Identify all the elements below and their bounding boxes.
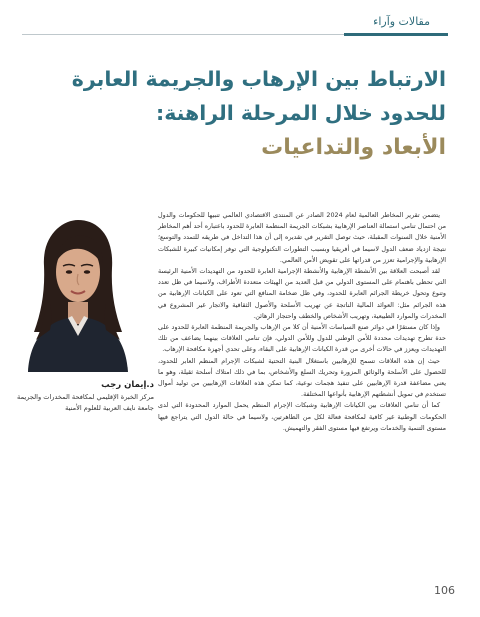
paragraph-3: وإذا كان مستقرًا في دوائر صنع السياسات الأمنية أن كلا من الإرهاب والجريمة المنظمة العابرة للحدود على حدة تطرح تهديدات محددة للأمن الوطني للدول وللأمن الدولي، فإن تنامي العلاقات بينهما يضاعف من تلك التهديدات ويعزز في حالات أخرى من قدرة الكيانات الإرهابية على البقاء، وعلى تحدي أجهزة مكافحة الإرهاب. [158,323,446,354]
author-affiliation-2: جامعة نايف العربية للعلوم الأمنية [65,404,154,412]
author-photo [14,206,138,372]
title-line-1: الارتباط بين الإرهاب والجريمة العابرة [71,67,446,91]
article-title [26,62,446,166]
section-rule [22,34,448,35]
paragraph-1: يتضمن تقرير المخاطر العالمية لعام 2024 الصادر عن المنتدى الاقتصادي العالمي تنبيها للحكومات والدول من احتمال تنامي استمالة العناصر الإرهابية بشبكات الجريمة المنظمة العابرة للحدود باعتباره أحد أهم المخاطر الأمنية خلال السنوات المقبلة، حيث توصل التقرير في تقديره إلى أن هذا التداخل في طريقه للتمدد والتوسع؛ نتيجة ازدياد ضعف الدول لاسيما في أفريقيا وبسبب التطورات التكنولوجية التي توفر إمكانيات كبيرة للشبكات الإرهابية والإجرامية تعزز من قدراتها على تقويض الأمن العالمي. [158,211,446,264]
section-label: مقالات وآراء [373,15,430,28]
title-line-3: الأبعاد والتداعيات [261,135,446,160]
author-caption [8,379,154,414]
article-body [158,210,446,434]
author-name: د.إيمان رجب [101,380,154,390]
title-line-2: للحدود خلال المرحلة الراهنة: [156,101,446,125]
page-number: 106 [434,584,455,597]
author-portrait-illustration [14,206,138,372]
paragraph-2: لقد أصبحت العلاقة بين الأنشطة الإرهابية والأنشطة الإجرامية العابرة للحدود من التهديدات الأمنية الرئيسة التي تحظى باهتمام على المستوى الدولي من قبل العديد من الهيئات متعددة الأطراف، ولاسيما في ظل تعدد وتنوع وتحول خريطة الجرائم العابرة للحدود، وفي ظل ضخامة المنافع التي تعود على الكيانات الإرهابية من هذه الجرائم مثل: العوائد المالية الناتجة عن تهريب الأسلحة والأصول الثقافية والاتجار غير المشروع في المخدرات والموارد الطبيعية، وتهريب الأشخاص والخطف واحتجاز الرهائن. [158,267,446,320]
paragraph-5: كما أن تنامي العلاقات بين الكيانات الإرهابية وشبكات الإجرام المنظم يحمل الموارد المحدودة التي لدى الحكومات الوطنية غير كافية لمكافحة فعالة لكل من الظاهرتين، ولاسيما في حالة الدول التي يتراجع فيها مستوى التنمية والخدمات ويرتفع فيها مستوى الفقر والتهميش. [158,401,446,432]
author-affiliation-1: مركز الخبرة الإقليمي لمكافحة المخدرات والجريمة [17,393,154,401]
paragraph-4: حيث إن هذه العلاقات تسمح للإرهابيين باستغلال البنية التحتية لشبكات الإجرام المنظم العابر للحدود، للحصول على الأسلحة والوثائق المزورة وتحريك السلع والأشخاص، بما في ذلك امتلاك أسلحة ثقيلة، وهو ما يعني مضاعفة قدرة الإرهابيين على تنفيذ هجمات نوعية، كما تمكن هذه العلاقات الإرهابيين من توليد أموال تستخدم في تمويل أنشطتهم الإرهابية بأنواعها المختلفة. [158,356,446,399]
